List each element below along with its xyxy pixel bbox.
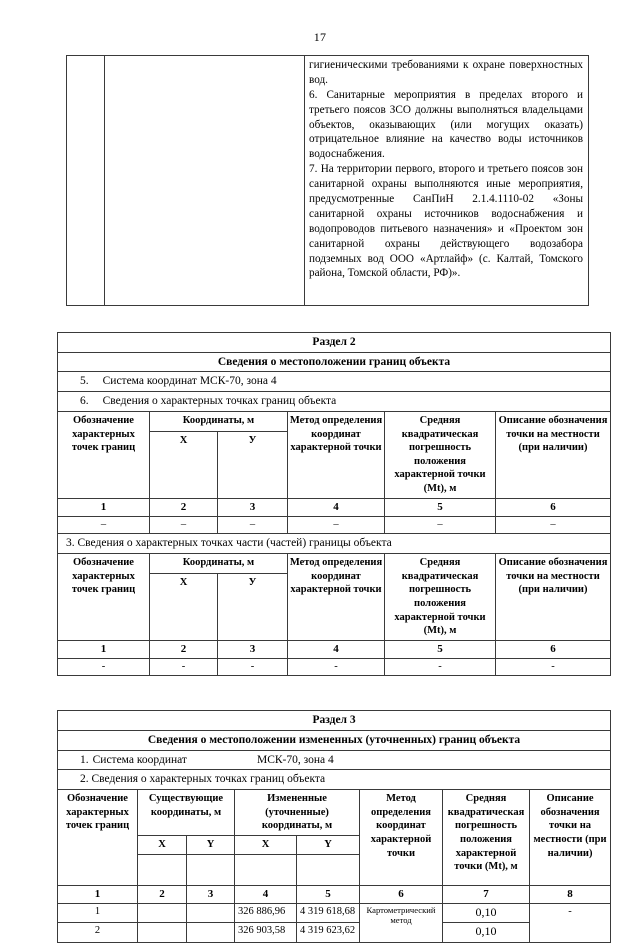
cell-point-number: 1 xyxy=(58,903,138,922)
col-num-3: 3 xyxy=(218,498,288,516)
header-y: У xyxy=(218,431,288,498)
col-num-1: 1 xyxy=(58,885,138,903)
col-num-7: 7 xyxy=(443,885,530,903)
table-row xyxy=(58,372,611,392)
header-changed-y: Y xyxy=(297,836,360,855)
header-description: Описание обозначения точки на местности (при наличии) xyxy=(530,790,611,886)
cell-description: - xyxy=(530,903,611,942)
header-existing-coordinates: Существующие координаты, м xyxy=(138,790,235,836)
table-row xyxy=(58,731,611,751)
item-text: Система координат МСК-70, зона 4 xyxy=(102,375,277,388)
coordinate-system-value: МСК-70, зона 4 xyxy=(256,753,334,766)
cell-rmse: 0,10 xyxy=(443,923,530,942)
cell-changed-y: 4 319 623,62 xyxy=(297,923,360,942)
table-header-row xyxy=(58,553,611,573)
cell-existing-x xyxy=(138,903,187,922)
spacer-after-continuation xyxy=(0,306,640,332)
col-num-2: 2 xyxy=(150,640,218,658)
cell-method: Картометрический метод xyxy=(360,903,443,942)
col-num-5: 5 xyxy=(385,498,496,516)
cell-rmse: – xyxy=(385,516,496,533)
section-3-points-line: 2. Сведения о характерных точках границ объекта xyxy=(58,770,611,790)
header-designation: Обозначение характерных точек границ xyxy=(58,790,138,886)
coordinate-system-label: Система координат xyxy=(92,753,187,766)
col-num-1: 1 xyxy=(58,640,150,658)
header-designation: Обозначение характерных точек границ xyxy=(58,553,150,640)
section-2-wrapper xyxy=(57,332,640,676)
table-row xyxy=(58,750,611,770)
table-header-row xyxy=(58,411,611,431)
header-rmse: Средняя квадратическая погрешность положения характерной точки (Mt), м xyxy=(385,553,496,640)
col-num-2: 2 xyxy=(150,498,218,516)
table-row xyxy=(58,711,611,731)
table-row xyxy=(58,658,611,675)
header-rmse: Средняя квадратическая погрешность положения характерной точки (Mt), м xyxy=(443,790,530,886)
header-spacer-existing-x xyxy=(138,854,187,885)
cell-y: – xyxy=(218,516,288,533)
page-number: 17 xyxy=(313,30,327,44)
table-row xyxy=(67,56,589,306)
table-row xyxy=(58,534,611,554)
table-row xyxy=(58,352,611,372)
column-number-row xyxy=(58,498,611,516)
table-row xyxy=(58,903,611,922)
section-2-parts-line: 3. Сведения о характерных точках части (частей) границы объекта xyxy=(58,534,611,554)
col-num-5: 5 xyxy=(297,885,360,903)
header-description: Описание обозначения точки на местности (при наличии) xyxy=(496,411,611,498)
section-3-coordinate-system-line xyxy=(58,750,611,770)
cell-designation: – xyxy=(58,516,150,533)
col-num-3: 3 xyxy=(187,885,235,903)
cell-y: - xyxy=(218,658,288,675)
header-existing-y: Y xyxy=(187,836,235,855)
header-designation: Обозначение характерных точек границ xyxy=(58,411,150,498)
item-number: 1. xyxy=(80,753,89,766)
cell-x: – xyxy=(150,516,218,533)
header-changed-coordinates: Измененные (уточненные) координаты, м xyxy=(235,790,360,836)
table-row xyxy=(58,392,611,412)
section-2-title: Раздел 2 xyxy=(58,333,611,353)
item-number: 6. xyxy=(80,395,89,408)
header-x: Х xyxy=(150,431,218,498)
table-row xyxy=(58,923,611,942)
paragraph-hygiene: гигиеническими требованиями к охране поверхностных вод. xyxy=(309,59,583,86)
table-row xyxy=(58,333,611,353)
paragraph-item-6: 6. Санитарные мероприятия в пределах второго и третьего поясов ЗСО должны выполняться владельцами объектов, оказывающих (или могущих оказать) отрицательное влияние на качество воды источников водоснабжения. xyxy=(309,88,583,161)
cell-existing-x xyxy=(138,923,187,942)
section-2-points-line xyxy=(58,392,611,412)
continuation-cell-col1 xyxy=(67,56,105,306)
cell-existing-y xyxy=(187,923,235,942)
header-method: Метод определения координат характерной точки xyxy=(288,411,385,498)
header-method: Метод определения координат характерной точки xyxy=(360,790,443,886)
column-number-row xyxy=(58,640,611,658)
header-coordinates: Координаты, м xyxy=(150,411,288,431)
spacer-between-sections xyxy=(0,676,640,710)
cell-changed-x: 326 903,58 xyxy=(235,923,297,942)
col-num-4: 4 xyxy=(235,885,297,903)
column-number-row xyxy=(58,885,611,903)
section-3-title: Раздел 3 xyxy=(58,711,611,731)
item-number: 5. xyxy=(80,375,89,388)
cell-x: - xyxy=(150,658,218,675)
cell-rmse: - xyxy=(385,658,496,675)
cell-point-number: 2 xyxy=(58,923,138,942)
cell-method: - xyxy=(288,658,385,675)
table-row xyxy=(58,770,611,790)
section-2-subtitle: Сведения о местоположении границ объекта xyxy=(58,352,611,372)
table-header-row xyxy=(58,790,611,836)
header-spacer-existing-y xyxy=(187,854,235,885)
header-method: Метод определения координат характерной точки xyxy=(288,553,385,640)
section-3-table xyxy=(57,710,611,942)
table-row xyxy=(58,516,611,533)
header-spacer-changed-y xyxy=(297,854,360,885)
col-num-1: 1 xyxy=(58,498,150,516)
continuation-cell-col2 xyxy=(105,56,305,306)
section-2-table xyxy=(57,332,611,676)
header-x: Х xyxy=(150,573,218,640)
cell-rmse: 0,10 xyxy=(443,903,530,922)
item-text: Сведения о характерных точках границ объекта xyxy=(102,395,337,408)
cell-designation: - xyxy=(58,658,150,675)
continuation-cell-text xyxy=(305,56,589,306)
paragraph-item-7: 7. На территории первого, второго и третьего поясов зон санитарной охраны выполняются иные мероприятия, предусмотренные СанПиН 2.1.4.1110-02 «Зоны санитарной охраны источников водоснабжения и водопроводов питьевого назначения» и «Проектом зон санитарной охраны действующего водозабора подземных вод ООО «Артлайф» (с. Калтай, Томского района, Томской области, РФ)». xyxy=(309,163,583,280)
col-num-4: 4 xyxy=(288,498,385,516)
section-2-coordinate-system-line xyxy=(58,372,611,392)
col-num-4: 4 xyxy=(288,640,385,658)
col-num-2: 2 xyxy=(138,885,187,903)
cell-description: – xyxy=(496,516,611,533)
cell-changed-y: 4 319 618,68 xyxy=(297,903,360,922)
col-num-5: 5 xyxy=(385,640,496,658)
cell-description: - xyxy=(496,658,611,675)
header-rmse: Средняя квадратическая погрешность положения характерной точки (Mt), м xyxy=(385,411,496,498)
header-description: Описание обозначения точки на местности (при наличии) xyxy=(496,553,611,640)
cell-existing-y xyxy=(187,903,235,922)
header-spacer-changed-x xyxy=(235,854,297,885)
cell-changed-x: 326 886,96 xyxy=(235,903,297,922)
continuation-table xyxy=(66,55,589,306)
section-3-wrapper xyxy=(57,710,640,942)
cell-method: – xyxy=(288,516,385,533)
header-changed-x: X xyxy=(235,836,297,855)
col-num-3: 3 xyxy=(218,640,288,658)
section-3-subtitle: Сведения о местоположении измененных (уточненных) границ объекта xyxy=(58,731,611,751)
header-existing-x: X xyxy=(138,836,187,855)
header-y: У xyxy=(218,573,288,640)
header-coordinates: Координаты, м xyxy=(150,553,288,573)
col-num-6: 6 xyxy=(496,498,611,516)
col-num-6: 6 xyxy=(360,885,443,903)
col-num-6: 6 xyxy=(496,640,611,658)
col-num-8: 8 xyxy=(530,885,611,903)
